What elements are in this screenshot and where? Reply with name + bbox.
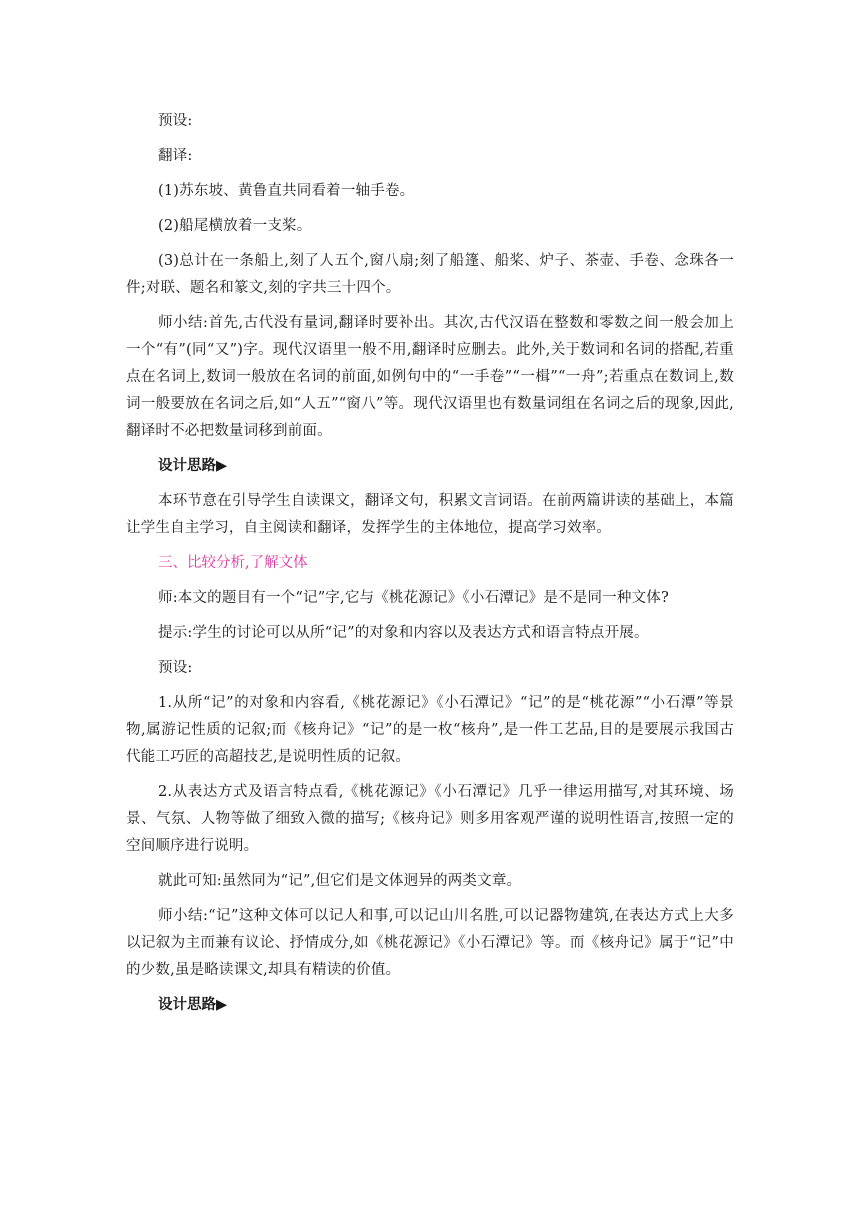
section3-conclusion: 就此可知:虽然同为“记”,但它们是文体迥异的两类文章。 [158, 873, 522, 889]
section-three-heading: 三、比较分析,了解文体 [158, 555, 308, 571]
paragraph-translation-label: 翻译: [158, 148, 193, 164]
section3-hint: 提示:学生的讨论可以从所“记”的对象和内容以及表达方式和语言特点开展。 [158, 625, 649, 641]
paragraph-translation-2: (2)船尾横放着一支桨。 [158, 218, 312, 234]
design-idea-heading-1: 设计思路▶ [158, 458, 228, 474]
section3-point-2: 2.从表达方式及语言特点看,《桃花源记》《小石潭记》几乎一律运用描写,对其环境、场景、气氛、人物等做了细致入微的描写;《核舟记》则多用客观严谨的说明性语言,按照一定的空间顺序进行说明。 [126, 784, 734, 854]
section3-point-1: 1.从所“记”的对象和内容看,《桃花源记》《小石潭记》“记”的是“桃花源”“小石潭”等景物,属游记性质的记叙;而《核舟记》“记”的是一枚“核舟”,是一件工艺品,目的是要展示我国古代能工巧匠的高超技艺,是说明性质的记叙。 [126, 695, 734, 765]
paragraph-translation-3: (3)总计在一条船上,刻了人五个,窗八扇;刻了船篷、船桨、炉子、茶壶、手卷、念珠各一件;对联、题名和篆文,刻的字共三十四个。 [126, 253, 734, 296]
section3-question: 师:本文的题目有一个“记”字,它与《桃花源记》《小石潭记》是不是同一种文体? [158, 590, 669, 606]
paragraph-translation-1: (1)苏东坡、黄鲁直共同看着一轴手卷。 [158, 183, 415, 199]
design-idea-heading-2: 设计思路▶ [158, 997, 228, 1013]
design-idea-text-1: 本环节意在引导学生自读课文，翻译文句，积累文言词语。在前两篇讲读的基础上，本篇让学生自主学习，自主阅读和翻译，发挥学生的主体地位，提高学习效率。 [126, 493, 734, 536]
section3-preset: 预设: [158, 660, 193, 676]
paragraph-teacher-summary-1: 师小结:首先,古代没有量词,翻译时要补出。其次,古代汉语在整数和零数之间一般会加上一个“有”(同“又”)字。现代汉语里一般不用,翻译时应删去。此外,关于数词和名词的搭配,若重点在名词上,数词一般放在名词的前面,如例句中的“一手卷”“一楫”“一舟”;若重点在数词上,数词一般要放在名词之后,如“人五”“窗八”等。现代汉语里也有数量词组在名词之后的现象,因此,翻译时不必把数量词移到前面。 [126, 315, 734, 439]
paragraph-preset: 预设: [158, 113, 193, 129]
section3-teacher-summary: 师小结:“记”这种文体可以记人和事,可以记山川名胜,可以记器物建筑,在表达方式上大多以记叙为主而兼有议论、抒情成分,如《桃花源记》《小石潭记》等。而《核舟记》属于“记”中的少数,虽是略读课文,却具有精读的价值。 [126, 908, 734, 978]
